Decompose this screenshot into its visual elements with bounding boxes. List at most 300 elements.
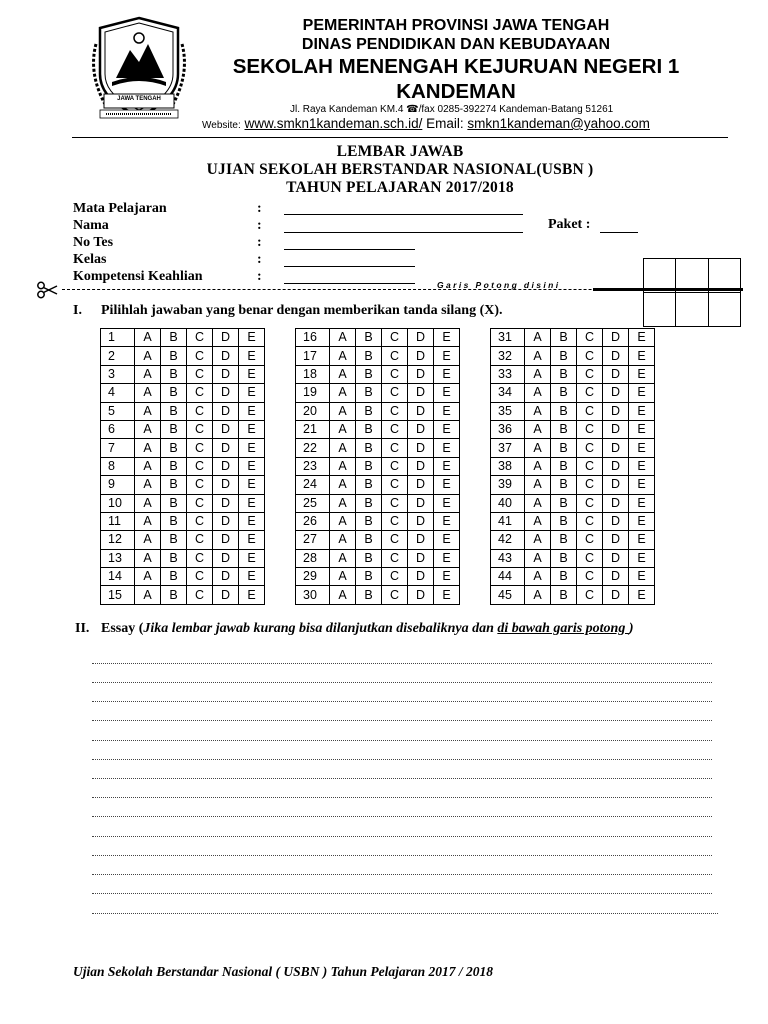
question-number: 21 [296, 420, 330, 438]
essay-line[interactable] [92, 816, 712, 817]
answer-option-a[interactable]: A [330, 476, 356, 494]
answer-option-a[interactable]: A [135, 439, 161, 457]
answer-row [491, 329, 655, 347]
answer-option-b[interactable]: B [356, 439, 382, 457]
answer-option-b[interactable]: B [161, 439, 187, 457]
answer-option-b[interactable]: B [161, 531, 187, 549]
answer-option-e[interactable]: E [629, 476, 655, 494]
answer-option-a[interactable]: A [525, 568, 551, 586]
answer-option-b[interactable]: B [356, 420, 382, 438]
question-number: 34 [491, 384, 525, 402]
answer-row [491, 531, 655, 549]
answer-option-d[interactable]: D [603, 512, 629, 530]
answer-option-c[interactable]: C [382, 439, 408, 457]
exam-name: UJIAN SEKOLAH BERSTANDAR NASIONAL(USBN ) [206, 161, 594, 178]
answer-option-c[interactable]: C [577, 549, 603, 567]
code-box[interactable] [708, 259, 740, 293]
answer-option-a[interactable]: A [330, 494, 356, 512]
answer-option-b[interactable]: B [161, 365, 187, 383]
answer-option-a[interactable]: A [330, 365, 356, 383]
answer-option-a[interactable]: A [525, 549, 551, 567]
answer-option-b[interactable]: B [551, 494, 577, 512]
answer-option-a[interactable]: A [135, 586, 161, 604]
answer-option-a[interactable]: A [525, 439, 551, 457]
answer-option-b[interactable]: B [161, 347, 187, 365]
answer-option-d[interactable]: D [408, 420, 434, 438]
answer-option-a[interactable]: A [525, 402, 551, 420]
answer-option-c[interactable]: C [382, 384, 408, 402]
answer-option-e[interactable]: E [434, 420, 460, 438]
answer-option-e[interactable]: E [629, 568, 655, 586]
answer-option-a[interactable]: A [525, 531, 551, 549]
answer-option-b[interactable]: B [356, 384, 382, 402]
answer-option-e[interactable]: E [239, 531, 265, 549]
answer-option-b[interactable]: B [356, 457, 382, 475]
answer-option-c[interactable]: C [382, 568, 408, 586]
answer-option-e[interactable]: E [629, 531, 655, 549]
answer-option-d[interactable]: D [213, 347, 239, 365]
answer-row [101, 439, 265, 457]
answer-option-b[interactable]: B [551, 402, 577, 420]
answer-option-d[interactable]: D [213, 457, 239, 475]
answer-option-b[interactable]: B [551, 512, 577, 530]
answer-option-c[interactable]: C [187, 347, 213, 365]
answer-row [101, 531, 265, 549]
answer-option-e[interactable]: E [239, 365, 265, 383]
answer-option-d[interactable]: D [603, 329, 629, 347]
answer-option-e[interactable]: E [434, 439, 460, 457]
answer-option-e[interactable]: E [434, 347, 460, 365]
logo-label: JAWA TENGAH [117, 96, 161, 102]
answer-option-d[interactable]: D [213, 420, 239, 438]
answer-option-d[interactable]: D [213, 439, 239, 457]
essay-line[interactable] [92, 778, 712, 779]
answer-option-a[interactable]: A [135, 494, 161, 512]
answer-option-a[interactable]: A [330, 586, 356, 604]
competency-field[interactable] [284, 283, 415, 284]
answer-option-e[interactable]: E [434, 586, 460, 604]
subject-field[interactable] [284, 214, 523, 215]
answer-option-e[interactable]: E [434, 531, 460, 549]
answer-option-e[interactable]: E [434, 568, 460, 586]
answer-option-e[interactable]: E [434, 402, 460, 420]
answer-option-a[interactable]: A [135, 457, 161, 475]
answer-option-c[interactable]: C [187, 420, 213, 438]
answer-option-b[interactable]: B [161, 384, 187, 402]
code-box[interactable] [676, 259, 708, 293]
field-label-class: Kelas [73, 252, 107, 267]
answer-option-c[interactable]: C [577, 365, 603, 383]
answer-option-c[interactable]: C [187, 512, 213, 530]
answer-option-b[interactable]: B [161, 402, 187, 420]
answer-option-e[interactable]: E [239, 549, 265, 567]
answer-option-d[interactable]: D [603, 586, 629, 604]
answer-option-a[interactable]: A [135, 476, 161, 494]
code-box[interactable] [708, 293, 740, 327]
answer-option-a[interactable]: A [330, 549, 356, 567]
answer-option-e[interactable]: E [434, 384, 460, 402]
answer-option-b[interactable]: B [551, 420, 577, 438]
answer-option-d[interactable]: D [603, 420, 629, 438]
essay-line[interactable] [92, 701, 712, 702]
answer-option-b[interactable]: B [551, 531, 577, 549]
answer-option-a[interactable]: A [330, 531, 356, 549]
answer-option-e[interactable]: E [629, 384, 655, 402]
answer-option-a[interactable]: A [135, 531, 161, 549]
answer-option-a[interactable]: A [525, 420, 551, 438]
code-boxes [643, 258, 741, 327]
answer-option-e[interactable]: E [434, 512, 460, 530]
answer-option-d[interactable]: D [213, 531, 239, 549]
answer-option-b[interactable]: B [161, 329, 187, 347]
answer-option-d[interactable]: D [603, 402, 629, 420]
question-number: 26 [296, 512, 330, 530]
answer-option-e[interactable]: E [239, 457, 265, 475]
answer-option-e[interactable]: E [434, 329, 460, 347]
question-number: 7 [101, 439, 135, 457]
answer-option-b[interactable]: B [161, 420, 187, 438]
question-number: 22 [296, 439, 330, 457]
essay-line[interactable] [92, 913, 718, 914]
answer-option-c[interactable]: C [382, 402, 408, 420]
answer-option-e[interactable]: E [629, 402, 655, 420]
answer-option-d[interactable]: D [408, 549, 434, 567]
answer-option-d[interactable]: D [603, 494, 629, 512]
field-colon: : [257, 201, 262, 216]
answer-option-d[interactable]: D [213, 512, 239, 530]
essay-close: ) [628, 621, 634, 636]
answer-option-e[interactable]: E [239, 420, 265, 438]
answer-option-a[interactable]: A [135, 549, 161, 567]
essay-line[interactable] [92, 855, 712, 856]
answer-option-a[interactable]: A [135, 347, 161, 365]
email-link[interactable]: smkn1kandeman@yahoo.com [467, 116, 650, 131]
answer-option-e[interactable]: E [239, 494, 265, 512]
answer-option-e[interactable]: E [629, 420, 655, 438]
question-number: 3 [101, 365, 135, 383]
answer-option-e[interactable]: E [434, 494, 460, 512]
answer-option-d[interactable]: D [408, 365, 434, 383]
answer-option-c[interactable]: C [577, 439, 603, 457]
answer-option-b[interactable]: B [161, 568, 187, 586]
answer-option-b[interactable]: B [356, 494, 382, 512]
answer-option-d[interactable]: D [408, 531, 434, 549]
question-number: 40 [491, 494, 525, 512]
answer-row [101, 476, 265, 494]
answer-option-a[interactable]: A [135, 402, 161, 420]
answer-option-b[interactable]: B [356, 512, 382, 530]
answer-option-e[interactable]: E [629, 494, 655, 512]
answer-option-b[interactable]: B [551, 457, 577, 475]
essay-line[interactable] [92, 836, 712, 837]
school-name: SEKOLAH MENENGAH KEJURUAN NEGERI 1 [232, 55, 680, 78]
answer-option-c[interactable]: C [382, 586, 408, 604]
answer-option-a[interactable]: A [525, 384, 551, 402]
answer-option-e[interactable]: E [434, 549, 460, 567]
answer-row [491, 476, 655, 494]
answer-option-d[interactable]: D [408, 494, 434, 512]
answer-option-b[interactable]: B [356, 347, 382, 365]
answer-option-e[interactable]: E [239, 347, 265, 365]
answer-option-c[interactable]: C [382, 365, 408, 383]
essay-line[interactable] [92, 682, 712, 683]
answer-option-e[interactable]: E [239, 586, 265, 604]
answer-option-b[interactable]: B [551, 384, 577, 402]
answer-option-c[interactable]: C [187, 586, 213, 604]
answer-option-a[interactable]: A [525, 476, 551, 494]
answer-option-a[interactable]: A [525, 347, 551, 365]
answer-option-a[interactable]: A [525, 512, 551, 530]
answer-option-e[interactable]: E [629, 329, 655, 347]
question-number: 8 [101, 457, 135, 475]
answer-option-c[interactable]: C [187, 476, 213, 494]
answer-option-e[interactable]: E [629, 347, 655, 365]
answer-option-c[interactable]: C [382, 347, 408, 365]
essay-line[interactable] [92, 740, 712, 741]
answer-option-a[interactable]: A [135, 512, 161, 530]
question-number: 36 [491, 420, 525, 438]
class-field[interactable] [284, 266, 415, 267]
answer-option-b[interactable]: B [356, 476, 382, 494]
answer-option-c[interactable]: C [187, 457, 213, 475]
field-colon: : [257, 252, 262, 267]
essay-line[interactable] [92, 663, 712, 664]
answer-option-b[interactable]: B [551, 568, 577, 586]
answer-option-a[interactable]: A [330, 568, 356, 586]
answer-option-b[interactable]: B [551, 329, 577, 347]
answer-option-d[interactable]: D [213, 329, 239, 347]
field-label-name: Nama [73, 218, 109, 233]
answer-option-d[interactable]: D [213, 476, 239, 494]
answer-option-b[interactable]: B [161, 457, 187, 475]
answer-option-a[interactable]: A [330, 347, 356, 365]
answer-option-e[interactable]: E [239, 439, 265, 457]
answer-option-d[interactable]: D [408, 476, 434, 494]
website-link[interactable]: www.smkn1kandeman.sch.id/ [244, 116, 423, 131]
answer-option-b[interactable]: B [356, 549, 382, 567]
answer-option-b[interactable]: B [551, 439, 577, 457]
answer-row [296, 476, 460, 494]
answer-option-a[interactable]: A [330, 457, 356, 475]
answer-option-c[interactable]: C [577, 476, 603, 494]
answer-option-d[interactable]: D [603, 384, 629, 402]
answer-option-c[interactable]: C [577, 347, 603, 365]
answer-option-b[interactable]: B [356, 329, 382, 347]
question-number: 19 [296, 384, 330, 402]
essay-line[interactable] [92, 874, 712, 875]
answer-option-c[interactable]: C [382, 531, 408, 549]
answer-option-d[interactable]: D [408, 329, 434, 347]
answer-option-a[interactable]: A [135, 568, 161, 586]
answer-option-b[interactable]: B [161, 512, 187, 530]
sheet-title: LEMBAR JAWAB [336, 143, 464, 160]
answer-row [296, 420, 460, 438]
answer-option-a[interactable]: A [135, 420, 161, 438]
answer-option-c[interactable]: C [577, 512, 603, 530]
answer-option-a[interactable]: A [525, 494, 551, 512]
answer-option-a[interactable]: A [525, 586, 551, 604]
answer-option-d[interactable]: D [603, 347, 629, 365]
answer-option-c[interactable]: C [577, 586, 603, 604]
answer-option-a[interactable]: A [330, 512, 356, 530]
answer-option-e[interactable]: E [434, 476, 460, 494]
answer-row [101, 586, 265, 604]
answer-option-a[interactable]: A [525, 365, 551, 383]
essay-line[interactable] [92, 720, 712, 721]
answer-option-d[interactable]: D [603, 457, 629, 475]
answer-option-e[interactable]: E [434, 365, 460, 383]
answer-option-b[interactable]: B [551, 549, 577, 567]
answer-option-b[interactable]: B [551, 476, 577, 494]
answer-option-a[interactable]: A [135, 365, 161, 383]
answer-option-c[interactable]: C [187, 531, 213, 549]
answer-option-e[interactable]: E [239, 402, 265, 420]
answer-option-c[interactable]: C [577, 494, 603, 512]
answer-option-a[interactable]: A [525, 457, 551, 475]
answer-option-c[interactable]: C [187, 384, 213, 402]
answer-option-d[interactable]: D [408, 586, 434, 604]
academic-year: TAHUN PELAJARAN 2017/2018 [286, 179, 514, 196]
answer-option-b[interactable]: B [551, 365, 577, 383]
answer-option-e[interactable]: E [629, 439, 655, 457]
answer-option-d[interactable]: D [603, 439, 629, 457]
answer-row [296, 531, 460, 549]
answer-option-e[interactable]: E [239, 568, 265, 586]
answer-option-d[interactable]: D [408, 512, 434, 530]
essay-line[interactable] [92, 759, 712, 760]
answer-option-b[interactable]: B [161, 476, 187, 494]
answer-option-b[interactable]: B [356, 586, 382, 604]
code-box[interactable] [644, 259, 676, 293]
package-field[interactable] [600, 232, 638, 233]
essay-line[interactable] [92, 893, 712, 894]
answer-row [101, 365, 265, 383]
answer-option-d[interactable]: D [213, 549, 239, 567]
answer-option-d[interactable]: D [213, 586, 239, 604]
answer-option-d[interactable]: D [603, 365, 629, 383]
answer-option-e[interactable]: E [239, 329, 265, 347]
cut-line-label: Garis Potong disini [437, 280, 561, 290]
section-1-instruction: Pilihlah jawaban yang benar dengan memberikan tanda silang (X). [101, 303, 503, 318]
answer-option-c[interactable]: C [187, 568, 213, 586]
question-number: 12 [101, 531, 135, 549]
answer-option-d[interactable]: D [603, 476, 629, 494]
answer-option-d[interactable]: D [408, 568, 434, 586]
answer-option-a[interactable]: A [135, 384, 161, 402]
answer-option-b[interactable]: B [356, 402, 382, 420]
answer-option-c[interactable]: C [187, 365, 213, 383]
question-number: 24 [296, 476, 330, 494]
answer-row [101, 347, 265, 365]
answer-option-b[interactable]: B [356, 568, 382, 586]
answer-option-d[interactable]: D [603, 549, 629, 567]
answer-row [491, 402, 655, 420]
answer-option-d[interactable]: D [408, 384, 434, 402]
answer-option-c[interactable]: C [577, 420, 603, 438]
answer-option-a[interactable]: A [330, 402, 356, 420]
answer-option-c[interactable]: C [382, 420, 408, 438]
answer-option-c[interactable]: C [187, 494, 213, 512]
answer-option-b[interactable]: B [161, 494, 187, 512]
answer-option-c[interactable]: C [577, 531, 603, 549]
answer-option-d[interactable]: D [213, 494, 239, 512]
answer-option-d[interactable]: D [603, 568, 629, 586]
answer-option-a[interactable]: A [330, 420, 356, 438]
answer-option-c[interactable]: C [187, 329, 213, 347]
answer-option-c[interactable]: C [187, 439, 213, 457]
answer-option-c[interactable]: C [577, 568, 603, 586]
answer-option-d[interactable]: D [213, 568, 239, 586]
answer-option-e[interactable]: E [629, 549, 655, 567]
answer-grid-16-30 [295, 328, 460, 605]
question-number: 30 [296, 586, 330, 604]
answer-option-b[interactable]: B [551, 586, 577, 604]
answer-option-c[interactable]: C [577, 457, 603, 475]
answer-option-b[interactable]: B [356, 365, 382, 383]
answer-option-e[interactable]: E [629, 457, 655, 475]
name-field[interactable] [284, 232, 523, 233]
answer-option-e[interactable]: E [434, 457, 460, 475]
code-box[interactable] [644, 293, 676, 327]
answer-option-d[interactable]: D [213, 402, 239, 420]
answer-option-c[interactable]: C [382, 512, 408, 530]
answer-row [296, 494, 460, 512]
answer-option-c[interactable]: C [382, 549, 408, 567]
answer-option-e[interactable]: E [239, 384, 265, 402]
answer-option-c[interactable]: C [577, 329, 603, 347]
answer-option-c[interactable]: C [382, 457, 408, 475]
answer-option-a[interactable]: A [330, 384, 356, 402]
code-box[interactable] [676, 293, 708, 327]
answer-option-e[interactable]: E [629, 365, 655, 383]
field-colon: : [257, 235, 262, 250]
answer-option-e[interactable]: E [629, 586, 655, 604]
answer-grid-31-45 [490, 328, 655, 605]
answer-option-b[interactable]: B [551, 347, 577, 365]
answer-option-c[interactable]: C [382, 476, 408, 494]
answer-option-c[interactable]: C [382, 329, 408, 347]
answer-option-d[interactable]: D [603, 531, 629, 549]
answer-option-a[interactable]: A [135, 329, 161, 347]
question-number: 29 [296, 568, 330, 586]
answer-option-a[interactable]: A [330, 329, 356, 347]
question-number: 17 [296, 347, 330, 365]
answer-option-a[interactable]: A [330, 439, 356, 457]
test-number-field[interactable] [284, 249, 415, 250]
answer-option-c[interactable]: C [187, 402, 213, 420]
answer-option-b[interactable]: B [161, 586, 187, 604]
answer-option-c[interactable]: C [577, 402, 603, 420]
answer-option-b[interactable]: B [356, 531, 382, 549]
answer-row [296, 549, 460, 567]
answer-option-d[interactable]: D [408, 402, 434, 420]
answer-option-d[interactable]: D [213, 384, 239, 402]
answer-option-e[interactable]: E [629, 512, 655, 530]
essay-line[interactable] [92, 797, 712, 798]
answer-option-d[interactable]: D [408, 457, 434, 475]
answer-option-d[interactable]: D [408, 347, 434, 365]
essay-instruction: Jika lembar jawab kurang bisa dilanjutkan disebaliknya dan [143, 621, 498, 636]
answer-option-d[interactable]: D [408, 439, 434, 457]
answer-option-c[interactable]: C [577, 384, 603, 402]
answer-option-e[interactable]: E [239, 476, 265, 494]
answer-option-c[interactable]: C [187, 549, 213, 567]
answer-option-b[interactable]: B [161, 549, 187, 567]
answer-option-d[interactable]: D [213, 365, 239, 383]
answer-option-c[interactable]: C [382, 494, 408, 512]
answer-option-e[interactable]: E [239, 512, 265, 530]
answer-option-a[interactable]: A [525, 329, 551, 347]
